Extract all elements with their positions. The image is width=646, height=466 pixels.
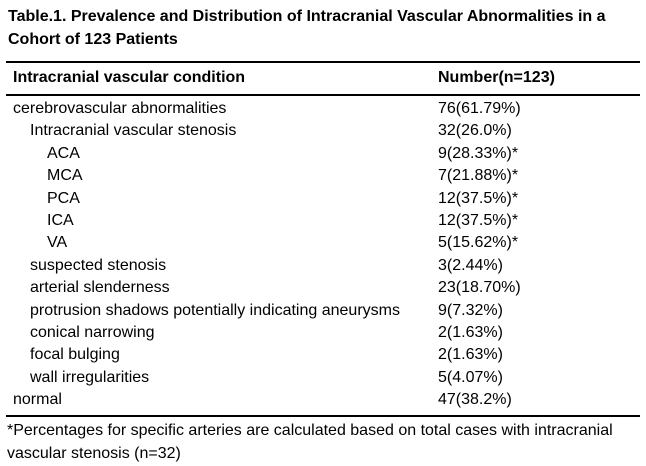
prevalence-table [6,61,640,417]
number-cell: 3(2.44%) [438,256,503,274]
table-row [6,322,640,344]
number-cell: 9(7.32%) [438,301,503,319]
condition-cell: arterial slenderness [30,279,170,297]
condition-cell: MCA [47,167,83,185]
condition-cell: ACA [47,144,80,162]
table-row [6,232,640,254]
table-row [6,120,640,142]
condition-cell: normal [13,391,62,409]
table-footnote: *Percentages for specific arteries are calculated based on total cases with intracranial vascular stenosis (n=32) [7,421,613,462]
condition-cell: cerebrovascular abnormalities [13,100,227,117]
condition-cell: focal bulging [30,346,120,364]
condition-cell: suspected stenosis [30,256,167,274]
table-title: Table.1. Prevalence and Distribution of Intracranial Vascular Abnormalities in a Cohort of 123 Patients [8,8,606,48]
table-row [6,255,640,277]
number-cell: 32(26.0%) [438,122,512,140]
number-cell: 12(37.5%)* [438,189,519,207]
number-cell: 5(4.07%) [438,368,503,386]
condition-cell: VA [47,234,68,252]
table-row [6,165,640,187]
table-row [6,277,640,299]
number-cell: 9(28.33%)* [438,144,519,162]
table-row [6,188,640,210]
table-row [6,344,640,366]
number-cell: 5(15.62%)* [438,234,519,252]
table-row [6,210,640,232]
condition-cell: ICA [47,212,74,230]
column-header-condition: Intracranial vascular condition [13,69,246,86]
condition-cell: wall irregularities [30,368,150,386]
condition-cell: conical narrowing [30,324,155,342]
condition-cell: Intracranial vascular stenosis [30,122,237,140]
number-cell: 47(38.2%) [438,391,512,409]
table-row [6,367,640,389]
condition-cell: PCA [47,189,80,207]
table-row [6,98,640,120]
number-cell: 12(37.5%)* [438,212,519,230]
table-body [6,96,640,415]
table-row [6,143,640,165]
table-row [6,300,640,322]
column-header-number: Number(n=123) [438,69,555,86]
condition-cell: protrusion shadows potentially indicating aneurysms [30,301,400,319]
number-cell: 23(18.70%) [438,279,521,297]
number-cell: 7(21.88%)* [438,167,519,185]
table-header-row [6,63,640,94]
table-row [6,389,640,411]
number-cell: 76(61.79%) [438,100,521,117]
number-cell: 2(1.63%) [438,346,503,364]
number-cell: 2(1.63%) [438,324,503,342]
